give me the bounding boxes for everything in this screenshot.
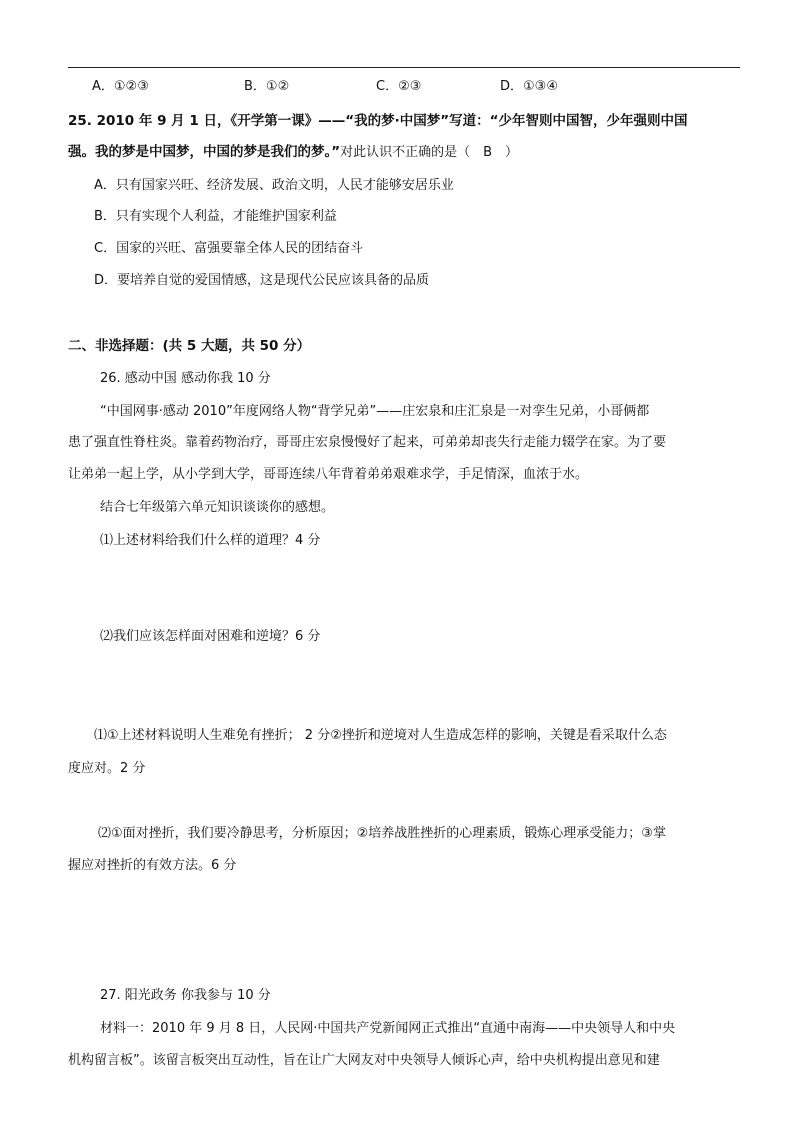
q26-subquestion-2: ⑵我们应该怎样面对困难和逆境？6 分 [100,629,321,644]
q25-option-d: D．要培养自觉的爱国情感，这是现代公民应该具备的品质 [94,273,430,288]
q26-answer1-line1: ⑴①上述材料说明人生难免有挫折； 2 分②挫折和逆境对人生造成怎样的影响，关键是看采取什么态 [94,728,667,743]
q26-answer1-line2: 度应对。2 分 [68,761,146,776]
q25-option-a: A．只有国家兴旺、经济发展、政治文明，人民才能够安居乐业 [94,178,454,193]
header-rule [68,67,740,68]
q25-option-b: B．只有实现个人利益，才能维护国家利益 [94,209,337,224]
q26-answer2-line1: ⑵①面对挫折，我们要冷静思考，分析原因；②培养战胜挫折的心理素质，锻炼心理承受能力；③掌 [98,826,666,841]
q25-stem-question: 对此认识不正确的是（ B ） [340,145,519,160]
q26-material-line3: 让弟弟一起上学，从小学到大学，哥哥连续八年背着弟弟艰难求学，手足情深，血浓于水。 [68,467,589,482]
q26-material-line2: 患了强直性脊柱炎。靠着药物治疗，哥哥庄宏泉慢慢好了起来，可弟弟却丧失行走能力辍学在家。为了要 [68,435,667,450]
q24-option-c: C．②③ [376,79,422,94]
q27-material-line1: 材料一：2010 年 9 月 8 日，人民网·中国共产党新闻网正式推出“直通中南海——中央领导人和中央 [100,1021,676,1036]
q26-answer2-line2: 握应对挫折的有效方法。6 分 [68,858,237,873]
q27-title: 27. 阳光政务 你我参与 10 分 [100,988,271,1003]
q26-subquestion-1: ⑴上述材料给我们什么样的道理？4 分 [100,533,321,548]
q25-stem-quote: 强。我的梦是中国梦，中国的梦是我们的梦。” [68,144,341,160]
q26-title: 26. 感动中国 感动你我 10 分 [100,371,271,386]
section2-heading: 二、非选择题：(共 5 大题，共 50 分） [68,338,311,354]
q27-material-line2: 机构留言板”。该留言板突出互动性，旨在让广大网友对中央领导人倾诉心声，给中央机构提出意见和建 [68,1053,660,1068]
q26-material-line1: “中国网事·感动 2010”年度网络人物“背学兄弟”——庄宏泉和庄汇泉是一对孪生兄弟，小哥俩都 [100,404,650,419]
q24-option-a: A．①②③ [92,79,149,94]
q26-instruction: 结合七年级第六单元知识谈谈你的感想。 [100,500,335,515]
q25-stem-line2 [68,143,518,162]
q24-option-b: B．①② [244,79,290,94]
q25-stem-line1: 25. 2010 年 9 月 1 日，《开学第一课》——“我的梦·中国梦”写道：“少年智则中国智，少年强则中国 [68,113,688,129]
q25-option-c: C．国家的兴旺、富强要靠全体人民的团结奋斗 [94,241,364,256]
q24-option-d: D．①③④ [500,79,558,94]
